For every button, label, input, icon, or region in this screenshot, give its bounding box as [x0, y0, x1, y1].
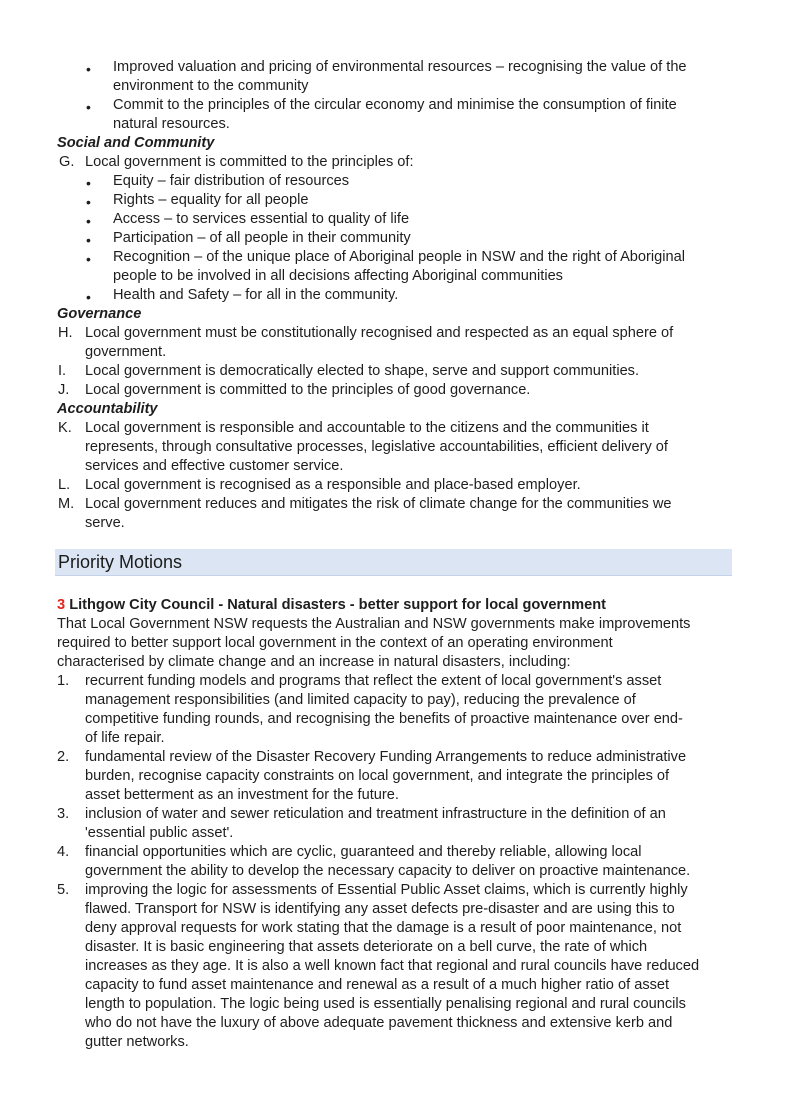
motion-item-marker-4: 4. [57, 844, 70, 860]
motion-title [57, 596, 606, 615]
motion-item-marker-5: 5. [57, 882, 70, 898]
motion-item-5-line-3: deny approval requests for work stating that the damage is a result of poor maintenance, not [85, 920, 682, 936]
motion-item-5-line-1: improving the logic for assessments of Essential Public Asset claims, which is currently highly [85, 882, 688, 898]
bullet-dot: • [86, 232, 91, 248]
env-bullet-1-line-1: Improved valuation and pricing of environmental resources – recognising the value of the [113, 59, 687, 75]
motion-item-marker-3: 3. [57, 806, 70, 822]
item-k-line-3: services and effective customer service. [85, 458, 344, 474]
motion-item-5-line-7: length to population. The logic being used is essentially penalising regional and rural councils [85, 996, 686, 1012]
motion-item-3-line-1: inclusion of water and sewer reticulation and treatment infrastructure in the definition of an [85, 806, 666, 822]
item-h-line-2: government. [85, 344, 167, 360]
motion-item-3-line-2: 'essential public asset'. [85, 825, 234, 841]
motion-item-1-line-4: of life repair. [85, 730, 165, 746]
motion-item-1-line-2: management responsibilities (and limited capacity to pay), reducing the prevalence of [85, 692, 636, 708]
item-l-line-1: Local government is recognised as a responsible and place-based employer. [85, 477, 581, 493]
motion-item-5-line-6: capacity to fund asset maintenance and renewal as a result of a much higher ratio of asset [85, 977, 670, 993]
motion-item-5-line-2: flawed. Transport for NSW is identifying any asset defects pre-disaster and are using this to [85, 901, 675, 917]
motion-title-text: Lithgow City Council - Natural disasters - better support for local government [69, 597, 606, 613]
motion-item-1-line-1: recurrent funding models and programs that reflect the extent of local government's asset [85, 673, 662, 689]
motion-item-2-line-3: asset betterment as an investment for the future. [85, 787, 399, 803]
motion-item-1-line-3: competitive funding rounds, and recognising the benefits of proactive maintenance over end- [85, 711, 683, 727]
item-h-line-1: Local government must be constitutionally recognised and respected as an equal sphere of [85, 325, 674, 341]
priority-motions-banner [55, 549, 732, 576]
motion-item-5-line-9: gutter networks. [85, 1034, 189, 1050]
bullet-dot: • [86, 251, 91, 267]
bullet-dot: • [86, 99, 91, 115]
item-m-line-1: Local government reduces and mitigates the risk of climate change for the communities we [85, 496, 672, 512]
item-marker-m: M. [58, 496, 75, 512]
motion-item-4-line-1: financial opportunities which are cyclic, guaranteed and thereby reliable, allowing local [85, 844, 642, 860]
social-bullet-access: Access – to services essential to quality of life [113, 211, 410, 227]
motion-item-5-line-4: disaster. It is basic engineering that assets deteriorate on a bell curve, the rate of which [85, 939, 648, 955]
social-bullet-rights: Rights – equality for all people [113, 192, 309, 208]
item-g-text: Local government is committed to the principles of: [85, 154, 414, 170]
item-m-line-2: serve. [85, 515, 125, 531]
motion-intro-line-3: characterised by climate change and an increase in natural disasters, including: [57, 654, 571, 670]
social-bullet-participation: Participation – of all people in their community [113, 230, 411, 246]
item-marker-l: L. [58, 477, 71, 493]
item-k-line-1: Local government is responsible and accountable to the citizens and the communities it [85, 420, 649, 436]
social-bullet-health: Health and Safety – for all in the community. [113, 287, 399, 303]
item-marker-j: J. [58, 382, 70, 398]
item-marker-k: K. [58, 420, 72, 436]
item-k-line-2: represents, through consultative processes, legislative accountabilities, efficient delivery of [85, 439, 668, 455]
motion-intro-line-1: That Local Government NSW requests the Australian and NSW governments make improvements [57, 616, 691, 632]
bullet-dot: • [86, 175, 91, 191]
item-j-line-1: Local government is committed to the principles of good governance. [85, 382, 531, 398]
bullet-dot: • [86, 194, 91, 210]
social-bullet-recognition-line-1: Recognition – of the unique place of Aboriginal people in NSW and the right of Aboriginal [113, 249, 685, 265]
section-heading-accountability: Accountability [57, 401, 158, 417]
motion-intro-line-2: required to better support local government in the context of an operating environment [57, 635, 613, 651]
item-marker-h: H. [58, 325, 73, 341]
priority-motions-heading: Priority Motions [58, 552, 183, 572]
motion-item-5-line-5: increases as they age. It is also a well known fact that regional and rural councils have reduced [85, 958, 700, 974]
env-bullet-2-line-2: natural resources. [113, 116, 230, 132]
section-heading-governance: Governance [57, 306, 142, 322]
social-bullet-recognition-line-2: people to be involved in all decisions affecting Aboriginal communities [113, 268, 563, 284]
social-bullet-equity: Equity – fair distribution of resources [113, 173, 350, 189]
motion-item-2-line-1: fundamental review of the Disaster Recovery Funding Arrangements to reduce administrative [85, 749, 687, 765]
motion-item-marker-2: 2. [57, 749, 70, 765]
item-marker-g: G. [59, 154, 75, 170]
motion-item-2-line-2: burden, recognise capacity constraints on local government, and integrate the principles of [85, 768, 670, 784]
env-bullet-2-line-1: Commit to the principles of the circular economy and minimise the consumption of finite [113, 97, 677, 113]
motion-item-5-line-8: who do not have the luxury of above adequate pavement thickness and extensive kerb and [85, 1015, 673, 1031]
bullet-dot: • [86, 61, 91, 77]
motion-number: 3 [57, 597, 66, 613]
motion-item-4-line-2: government the ability to develop the necessary capacity to deliver on proactive maintenance. [85, 863, 691, 879]
bullet-dot: • [86, 289, 91, 305]
item-i-line-1: Local government is democratically elected to shape, serve and support communities. [85, 363, 640, 379]
item-marker-i: I. [58, 363, 67, 379]
bullet-dot: • [86, 213, 91, 229]
motion-item-marker-1: 1. [57, 673, 70, 689]
env-bullet-1-line-2: environment to the community [113, 78, 309, 94]
section-heading-social: Social and Community [57, 135, 215, 151]
